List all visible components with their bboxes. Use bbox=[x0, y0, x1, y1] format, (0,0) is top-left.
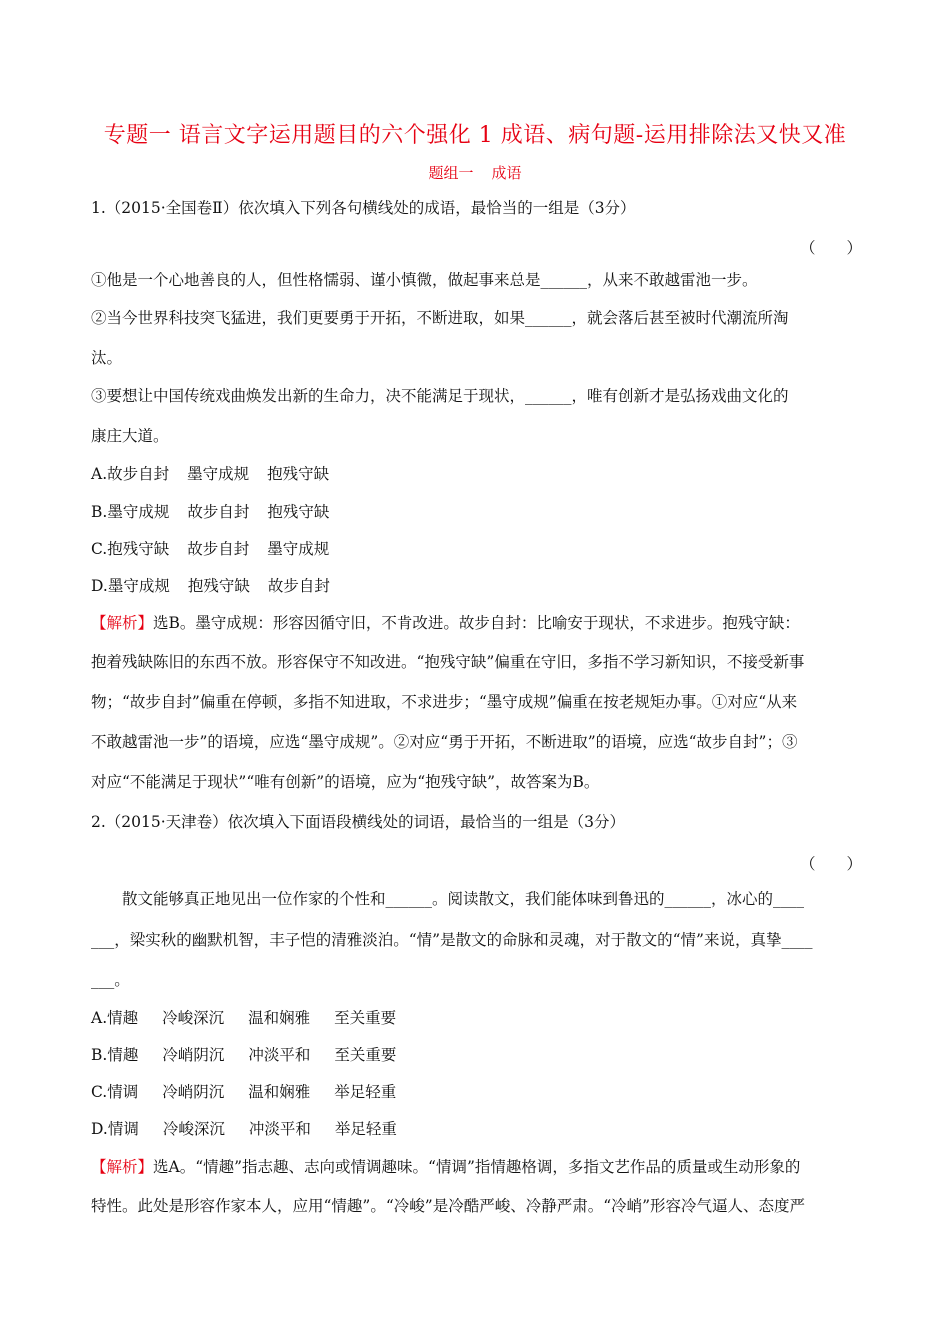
option-word: 墨守成规 bbox=[107, 577, 170, 595]
q1-option-b bbox=[91, 502, 861, 522]
q1-answer-paren: （ ） bbox=[800, 239, 863, 257]
option-letter: D. bbox=[91, 1120, 108, 1138]
option-word: 冷峻深沉 bbox=[162, 1009, 225, 1027]
q2-option-b bbox=[91, 1045, 861, 1065]
analysis-text: 选A。“情趣”指志趣、志向或情调趣味。“情调”指情趣格调，多指文艺作品的质量或生动形象的 bbox=[153, 1158, 801, 1176]
option-word: 温和娴雅 bbox=[248, 1009, 311, 1027]
q1-sentence-2b: 汰。 bbox=[91, 349, 123, 367]
option-letter: A. bbox=[91, 465, 108, 483]
q1-option-a bbox=[91, 464, 861, 484]
q1-stem: 1.（2015·全国卷Ⅱ）依次填入下列各句横线处的成语，最恰当的一组是（3分） bbox=[91, 199, 636, 217]
page-title: 专题一 语言文字运用题目的六个强化 1 成语、病句题-运用排除法又快又准 bbox=[103, 123, 847, 148]
q2-option-d bbox=[91, 1119, 861, 1139]
option-word: 冷峭阴沉 bbox=[162, 1083, 225, 1101]
option-word: 情调 bbox=[107, 1120, 139, 1138]
option-word: 举足轻重 bbox=[334, 1083, 397, 1101]
option-letter: C. bbox=[91, 540, 108, 558]
option-letter: C. bbox=[91, 1083, 108, 1101]
option-letter: B. bbox=[91, 1046, 108, 1064]
q1-sentence-3a: ③要想让中国传统戏曲焕发出新的生命力，决不能满足于现状，______，唯有创新才是弘扬戏曲文化的 bbox=[91, 387, 789, 405]
option-word: 情趣 bbox=[107, 1009, 139, 1027]
option-word: 至关重要 bbox=[334, 1009, 397, 1027]
option-word: 冲淡平和 bbox=[248, 1120, 311, 1138]
q2-passage-line-3: ___。 bbox=[91, 971, 130, 989]
analysis-tag: 【解析】 bbox=[91, 1158, 154, 1176]
option-letter: D. bbox=[91, 577, 108, 595]
option-word: 冷峭阴沉 bbox=[162, 1046, 225, 1064]
q1-sentence-3b: 康庄大道。 bbox=[91, 427, 169, 445]
q2-analysis-line-1 bbox=[91, 1157, 861, 1177]
q2-answer-paren: （ ） bbox=[800, 855, 863, 873]
option-word: 抱残守缺 bbox=[187, 577, 250, 595]
q1-analysis-line-3: 物；“故步自封”偏重在停顿，多指不知进取，不求进步；“墨守成规”偏重在按老规矩办事。①对应“从来 bbox=[91, 693, 798, 711]
option-word: 故步自封 bbox=[187, 503, 250, 521]
option-word: 举足轻重 bbox=[334, 1120, 397, 1138]
q2-option-a bbox=[91, 1008, 861, 1028]
option-word: 故步自封 bbox=[107, 465, 170, 483]
q1-analysis-line-4: 不敢越雷池一步”的语境，应选“墨守成规”。②对应“勇于开拓，不断进取”的语境，应选“故步自封”；③ bbox=[91, 733, 798, 751]
q1-sentence-1: ①他是一个心地善良的人，但性格懦弱、谨小慎微，做起事来总是______，从来不敢越雷池一步。 bbox=[91, 271, 758, 289]
analysis-text: 选B。墨守成规：形容因循守旧，不肯改进。故步自封：比喻安于现状，不求进步。抱残守缺： bbox=[153, 614, 800, 632]
option-word: 情趣 bbox=[107, 1046, 139, 1064]
option-word: 墨守成规 bbox=[187, 465, 250, 483]
option-word: 墨守成规 bbox=[107, 503, 170, 521]
analysis-tag: 【解析】 bbox=[91, 614, 154, 632]
q2-passage-line-1: 散文能够真正地见出一位作家的个性和______。阅读散文，我们能体味到鲁迅的______，冰心的____ bbox=[122, 890, 805, 908]
section-subtitle bbox=[0, 162, 950, 183]
option-word: 故步自封 bbox=[187, 540, 250, 558]
group-topic: 成语 bbox=[491, 164, 522, 182]
option-word: 故步自封 bbox=[267, 577, 330, 595]
q2-option-c bbox=[91, 1082, 861, 1102]
option-word: 冲淡平和 bbox=[248, 1046, 311, 1064]
q1-sentence-2a: ②当今世界科技突飞猛进，我们更要勇于开拓，不断进取，如果______，就会落后甚至被时代潮流所淘 bbox=[91, 309, 789, 327]
q2-stem: 2.（2015·天津卷）依次填入下面语段横线处的词语，最恰当的一组是（3分） bbox=[91, 813, 626, 831]
option-word: 抱残守缺 bbox=[107, 540, 170, 558]
q2-passage-line-2: ___，梁实秋的幽默机智，丰子恺的清雅淡泊。“情”是散文的命脉和灵魂，对于散文的“情”来说，真挚____ bbox=[91, 931, 813, 949]
group-label: 题组一 bbox=[428, 164, 474, 182]
q1-option-d bbox=[91, 576, 861, 596]
option-word: 抱残守缺 bbox=[267, 465, 330, 483]
q1-analysis-line-2: 抱着残缺陈旧的东西不放。形容保守不知改进。“抱残守缺”偏重在守旧，多指不学习新知识，不接受新事 bbox=[91, 653, 805, 671]
option-letter: B. bbox=[91, 503, 108, 521]
q1-option-c bbox=[91, 539, 861, 559]
option-word: 墨守成规 bbox=[267, 540, 330, 558]
option-word: 冷峻深沉 bbox=[162, 1120, 225, 1138]
q1-analysis-line-5: 对应“不能满足于现状”“唯有创新”的语境，应为“抱残守缺”，故答案为B。 bbox=[91, 773, 600, 791]
q1-analysis-line-1 bbox=[91, 613, 861, 633]
q2-analysis-line-2: 特性。此处是形容作家本人，应用“情趣”。“冷峻”是冷酷严峻、冷静严肃。“冷峭”形容冷气逼人、态度严 bbox=[91, 1197, 806, 1215]
option-word: 情调 bbox=[107, 1083, 139, 1101]
option-word: 抱残守缺 bbox=[267, 503, 330, 521]
option-word: 温和娴雅 bbox=[248, 1083, 311, 1101]
option-word: 至关重要 bbox=[334, 1046, 397, 1064]
option-letter: A. bbox=[91, 1009, 108, 1027]
